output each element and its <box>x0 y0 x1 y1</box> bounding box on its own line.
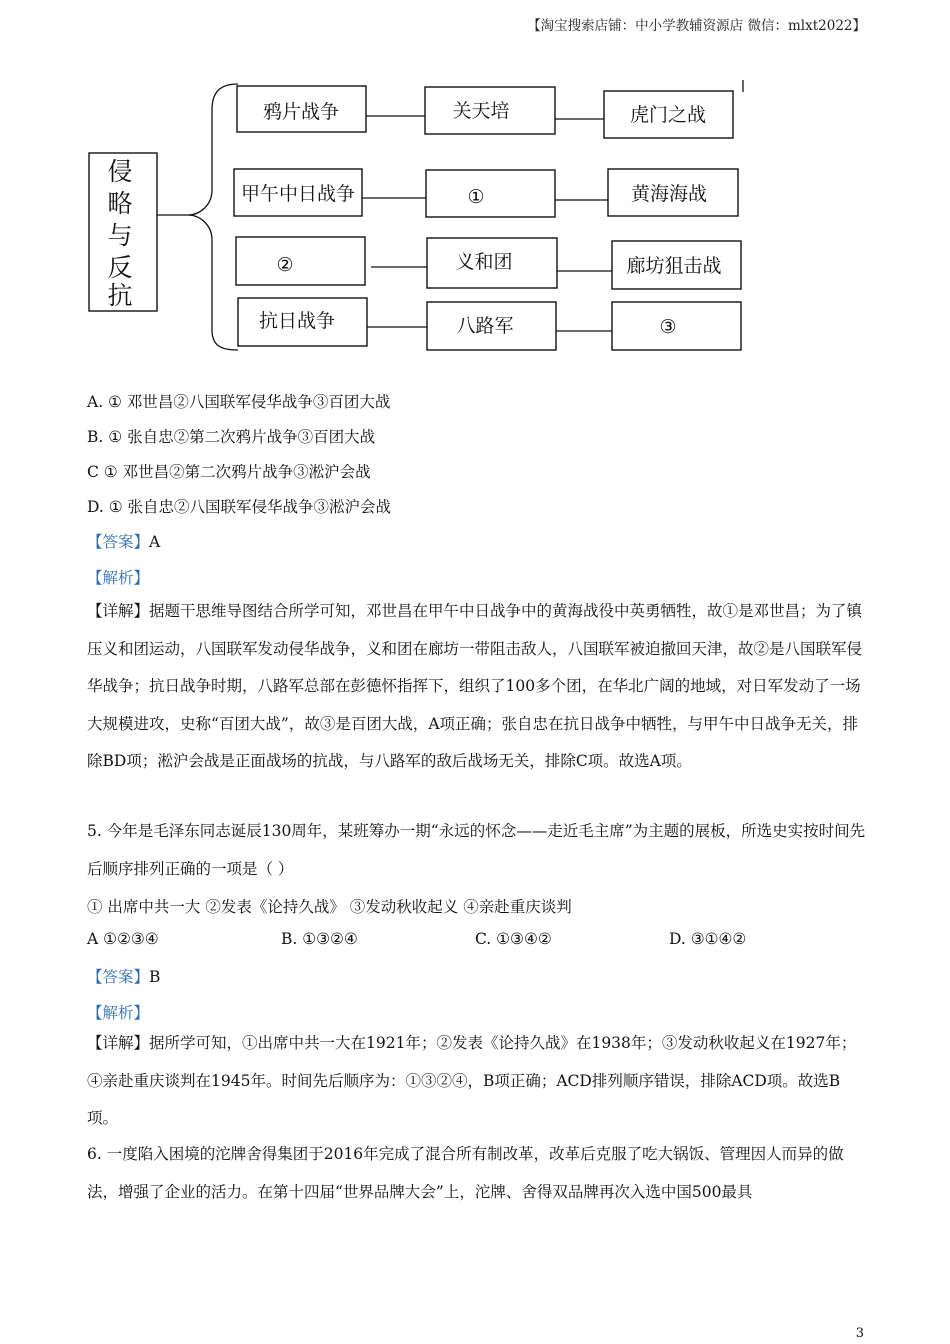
brace <box>157 84 238 350</box>
row3-col1-text: ② <box>276 254 294 276</box>
root-char: 反 <box>107 253 133 282</box>
row4-col3-text: ③ <box>659 316 677 338</box>
q5-analysis-label: 【解析】 <box>87 1004 150 1022</box>
root-char: 略 <box>107 189 133 218</box>
q5-option-a: A ①②③④ <box>87 930 159 948</box>
row4-col1-text: 抗日战争 <box>258 310 336 332</box>
row2-col3-text: 黄海海战 <box>630 183 708 205</box>
detail-text: 据题干思维导图结合所学可知，邓世昌在甲午中日战争中的黄海战役中英勇牺牲，故①是邓世昌；为了镇压义和团运动，八国联军发动侵华战争，义和团在廊坊一带阻击敌人，八国联军被迫撤回天津，故②是八国联军侵华战争；抗日战争时期，八路军总部在彭德怀指挥下，组织了100多个团，在华北广阔的地域，对日军发动了一场大规模进攻，史称“百团大战”，故③是百团大战，A项正确；张自忠在抗日战争中牺牲，与甲午中日战争无关，排除BD项；淞沪会战是正面战场的抗战，与八路军的敌后战场无关，排除C项。故选A项。 <box>87 602 863 770</box>
q5-option-d: D. ③①④② <box>669 930 747 948</box>
detail-text: 据所学可知，①出席中共一大在1921年；②发表《论持久战》在1938年；③发动秋收起义在1927年；④亲赴重庆谈判在1945年。时间先后顺序为：①③②④，B项正确；ACD排列顺序错误，排除ACD项。故选B项。 <box>87 1034 857 1127</box>
q5-detail <box>87 1025 867 1138</box>
q5-stem: 5. 今年是毛泽东同志诞辰130周年，某班筹办一期“永远的怀念——走近毛主席”为主题的展板，所选史实按时间先后顺序排列正确的一项是（ ） <box>87 822 866 878</box>
root-char: 与 <box>107 221 133 250</box>
row2-col2-text: ① <box>467 186 485 208</box>
q4-option-a: A. ① 邓世昌②八国联军侵华战争③百团大战 <box>87 393 391 411</box>
page-header: 【淘宝搜索店铺：中小学教辅资源店 微信：mlxt2022】 <box>527 18 866 34</box>
row1-col3-text: 虎门之战 <box>629 104 707 126</box>
q4-option-c: C ① 邓世昌②第二次鸦片战争③淞沪会战 <box>87 463 371 481</box>
row3-col2-text: 义和团 <box>455 251 513 273</box>
row3-col1-box <box>236 237 365 285</box>
q5-items: ① 出席中共一大 ②发表《论持久战》 ③发动秋收起义 ④亲赴重庆谈判 <box>87 898 572 916</box>
answer-label: 【答案】 <box>87 968 150 986</box>
root-char: 抗 <box>107 281 133 310</box>
root-char: 侵 <box>107 157 133 186</box>
answer-value: A <box>149 533 161 551</box>
row1-col2-text: 关天培 <box>452 100 510 122</box>
row4-col2-text: 八路军 <box>456 315 514 337</box>
q5-option-b: B. ①③②④ <box>281 930 358 948</box>
answer-value: B <box>149 968 161 986</box>
page-number: 3 <box>855 1326 864 1341</box>
q4-analysis-label: 【解析】 <box>87 569 150 587</box>
detail-label: 【详解】 <box>87 1034 150 1052</box>
q4-option-d: D. ① 张自忠②八国联军侵华战争③淞沪会战 <box>87 498 392 516</box>
q6-stem: 6. 一度陷入困境的沱牌舍得集团于2016年完成了混合所有制改革，改革后克服了吃大锅饭、管理因人而异的做法，增强了企业的活力。在第十四届“世界品牌大会”上，沱牌、舍得双品牌再次入选中国500最具 <box>87 1145 844 1201</box>
q5-option-c: C. ①③④② <box>475 930 552 948</box>
answer-label: 【答案】 <box>87 533 150 551</box>
detail-label: 【详解】 <box>87 602 150 620</box>
mind-map-diagram <box>0 0 950 380</box>
row2-col1-text: 甲午中日战争 <box>240 183 356 205</box>
q4-detail <box>87 593 867 781</box>
q5-answer <box>87 965 160 987</box>
q4-answer <box>87 530 160 552</box>
q4-option-b: B. ① 张自忠②第二次鸦片战争③百团大战 <box>87 428 376 446</box>
row1-col1-text: 鸦片战争 <box>262 101 340 123</box>
row2-col2-box <box>426 170 555 217</box>
row3-col3-text: 廊坊狙击战 <box>626 255 722 277</box>
